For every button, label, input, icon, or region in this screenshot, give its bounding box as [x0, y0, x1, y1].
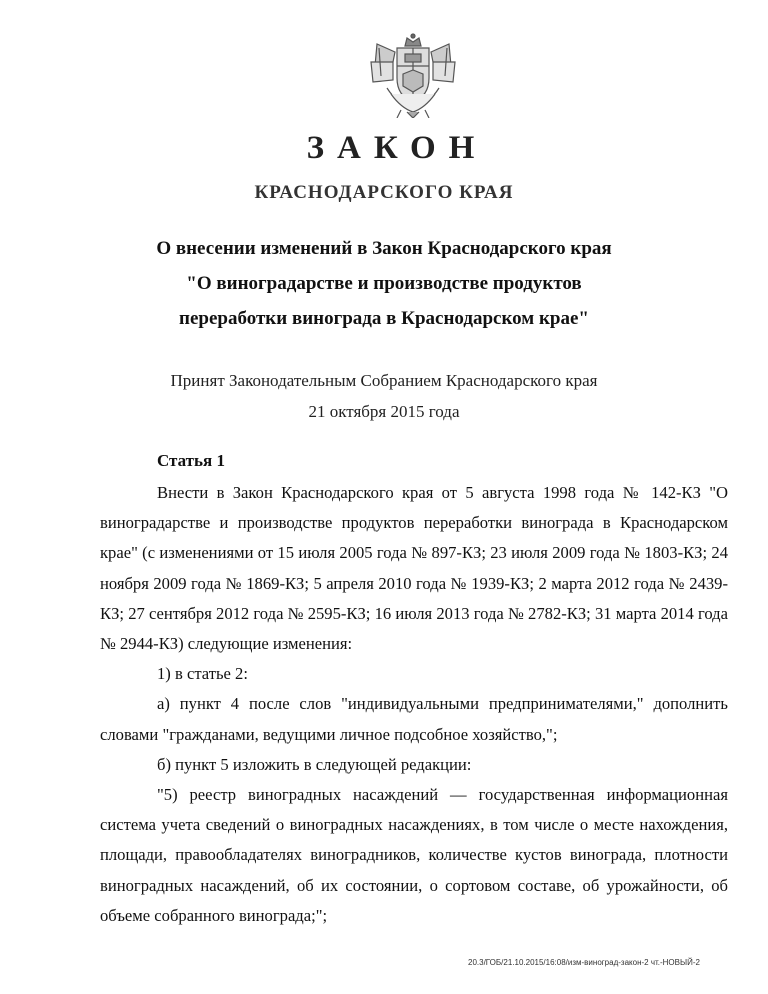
adoption-statement: Принят Законодательным Собранием Краснодарского края [170, 371, 598, 390]
coat-of-arms-emblem [367, 32, 459, 118]
adoption-date: 21 октября 2015 года [308, 402, 460, 421]
footer-file-reference: 20.3/ГОБ/21.10.2015/16:08/изм-виноград-закон-2 чт.-НОВЫЙ-2 [468, 958, 700, 967]
article-paragraph: б) пункт 5 изложить в следующей редакции: [157, 754, 472, 774]
law-heading-line-3: переработки винограда в Краснодарском крае" [179, 308, 589, 329]
article-body [100, 478, 728, 931]
document-title: ЗАКОН [306, 130, 488, 166]
law-heading-line-2: "О виноградарстве и производстве продуктов [186, 273, 582, 294]
article-title: Статья 1 [157, 451, 225, 470]
article-paragraph: а) пункт 4 после слов "индивидуальными предпринимателями," дополнить словами "гражданами, ведущими личное подсобное хозяйство,"; [100, 694, 728, 744]
document-subtitle: КРАСНОДАРСКОГО КРАЯ [254, 182, 514, 203]
article-paragraph: 1) в статье 2: [157, 664, 248, 684]
article-paragraph: "5) реестр виноградных насаждений — государственная информационная система учета сведений о виноградных насаждениях, в том числе о месте нахождения, площади, правообладателях виноградников, количестве кустов винограда, плотности виноградных насаждений, об их состоянии, о сортовом составе, об урожайности, об объеме собранного винограда;"; [100, 785, 728, 925]
article-paragraph: Внести в Закон Краснодарского края от 5 августа 1998 года № 142-КЗ "О виноградарстве и производстве продуктов переработки винограда в Краснодарском крае" (с изменениями от 15 июля 2005 года № 897-КЗ; 23 июля 2009 года № 1803-КЗ; 24 ноября 2009 года № 1869-КЗ; 5 апреля 2010 года № 1939-КЗ; 2 марта 2012 года № 2439-КЗ; 27 сентября 2012 года № 2595-КЗ; 16 июля 2013 года № 2782-КЗ; 31 марта 2014 года № 2944-КЗ) следующие изменения: [100, 483, 728, 654]
law-heading-line-1: О внесении изменений в Закон Краснодарского края [156, 238, 612, 259]
